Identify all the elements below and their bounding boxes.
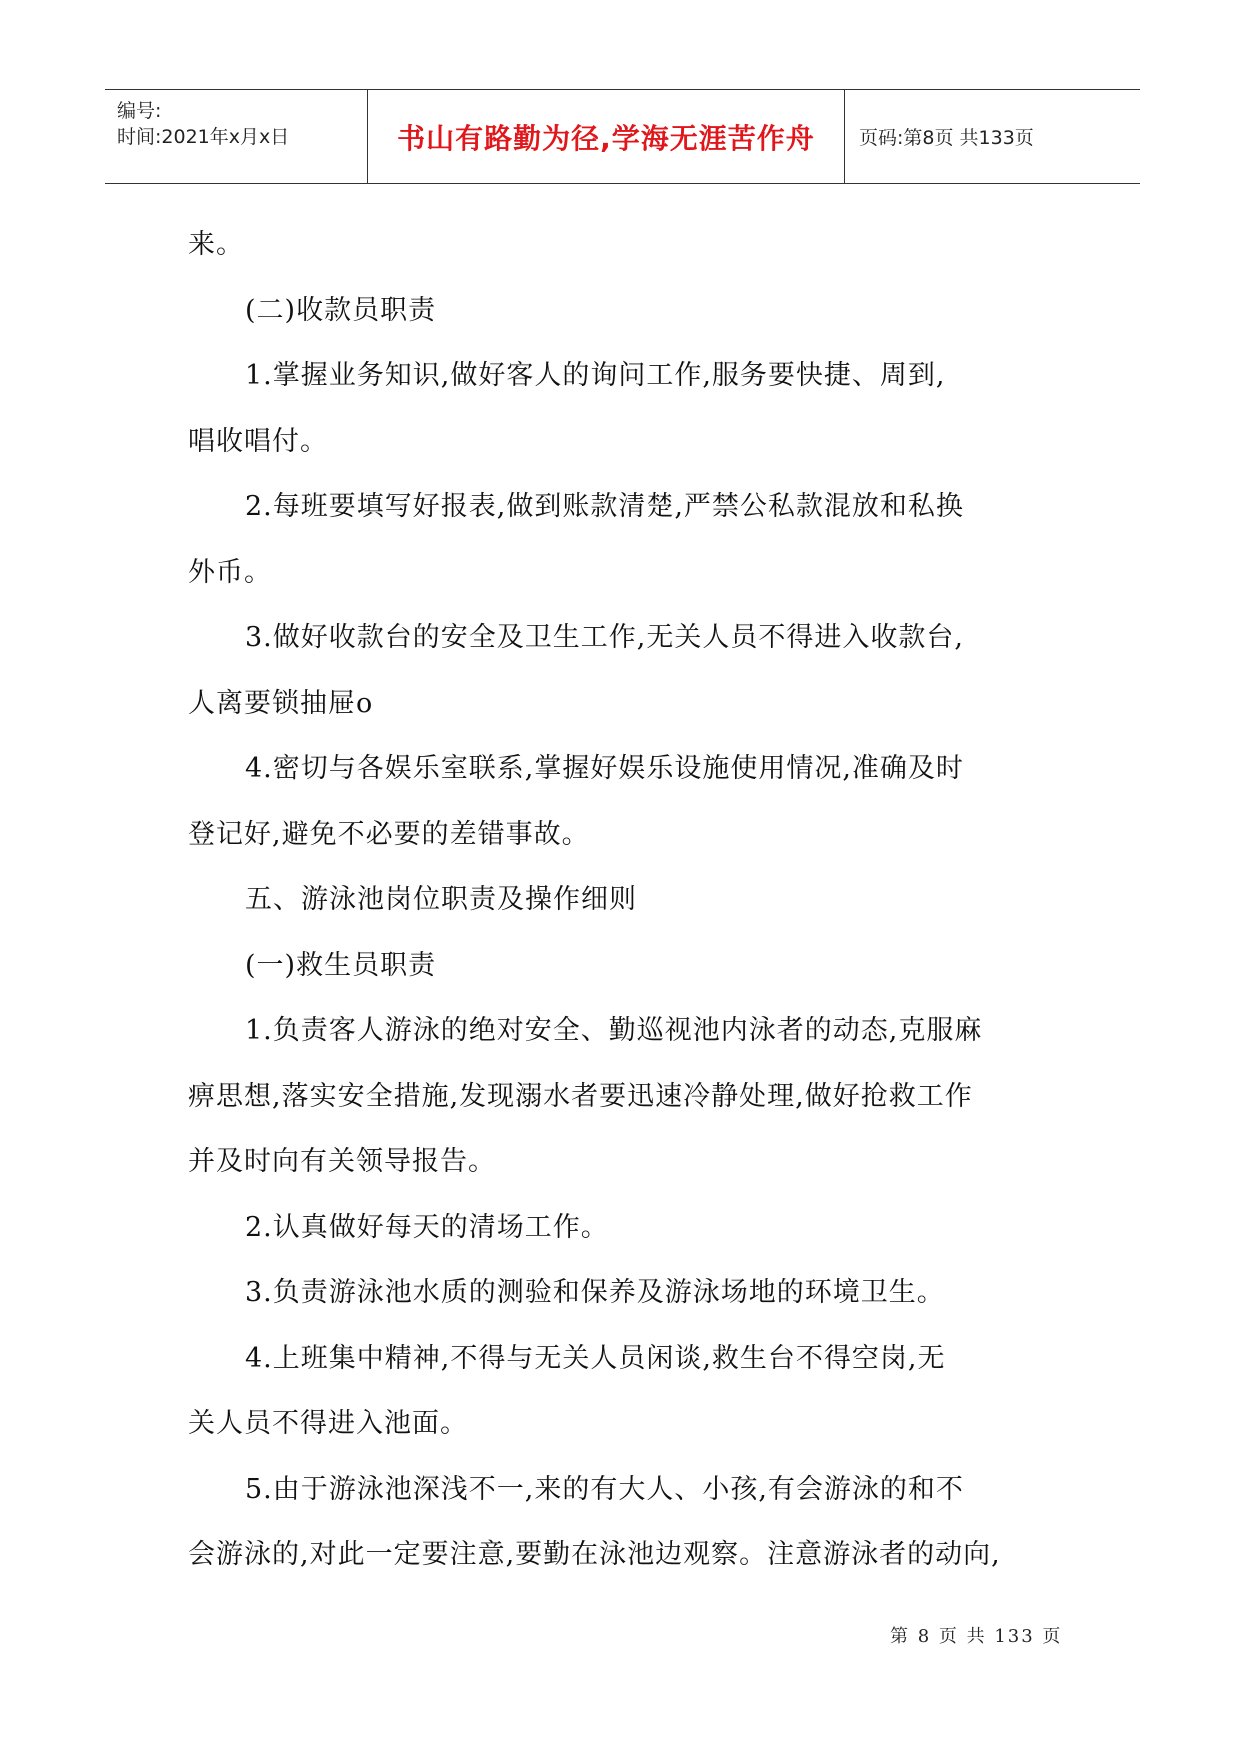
body-line: 3.负责游泳池水质的测验和保养及游泳场地的环境卫生。 — [245, 1277, 945, 1308]
header-left-cell — [105, 90, 368, 183]
header-motto-cell — [368, 90, 845, 183]
page-header — [105, 89, 1140, 184]
motto-text: 书山有路勤为径,学海无涯苦作舟 — [397, 121, 815, 155]
page-code: 页码:第8页 共133页 — [859, 127, 1034, 149]
body-line: 1.掌握业务知识,做好客人的询问工作,服务要快捷、周到, — [245, 360, 946, 391]
body-line: 人离要锁抽屉o — [188, 687, 374, 719]
document-body — [188, 212, 1068, 1588]
number-label: 编号: — [117, 100, 162, 122]
body-line: 2.每班要填写好报表,做到账款清楚,严禁公私款混放和私换 — [245, 491, 964, 522]
page-footer: 第 8 页 共 133 页 — [890, 1626, 1063, 1647]
body-line: 2.认真做好每天的清场工作。 — [245, 1211, 609, 1243]
body-line: (一)救生员职责 — [245, 949, 437, 981]
body-line: 登记好,避免不必要的差错事故。 — [188, 818, 590, 850]
body-line: 并及时向有关领导报告。 — [188, 1146, 496, 1177]
time-label: 时间:2021年x月x日 — [117, 126, 290, 148]
body-line: 来。 — [188, 229, 244, 260]
body-line: 会游泳的,对此一定要注意,要勤在泳池边观察。注意游泳者的动向, — [188, 1539, 1001, 1570]
body-line: 1.负责客人游泳的绝对安全、勤巡视池内泳者的动态,克服麻 — [245, 1015, 983, 1046]
body-line: 唱收唱付。 — [188, 425, 328, 457]
header-page-cell — [845, 90, 1140, 183]
body-line: (二)收款员职责 — [245, 294, 437, 326]
body-line: 痹思想,落实安全措施,发现溺水者要迅速冷静处理,做好抢救工作 — [188, 1080, 973, 1112]
body-line: 4.密切与各娱乐室联系,掌握好娱乐设施使用情况,准确及时 — [245, 753, 964, 784]
body-line: 五、游泳池岗位职责及操作细则 — [245, 884, 637, 915]
body-line: 5.由于游泳池深浅不一,来的有大人、小孩,有会游泳的和不 — [245, 1473, 964, 1505]
body-line: 关人员不得进入池面。 — [188, 1408, 468, 1439]
body-line: 4.上班集中精神,不得与无关人员闲谈,救生台不得空岗,无 — [245, 1342, 946, 1374]
body-line: 3.做好收款台的安全及卫生工作,无关人员不得进入收款台, — [245, 622, 964, 653]
body-line: 外币。 — [188, 556, 272, 588]
